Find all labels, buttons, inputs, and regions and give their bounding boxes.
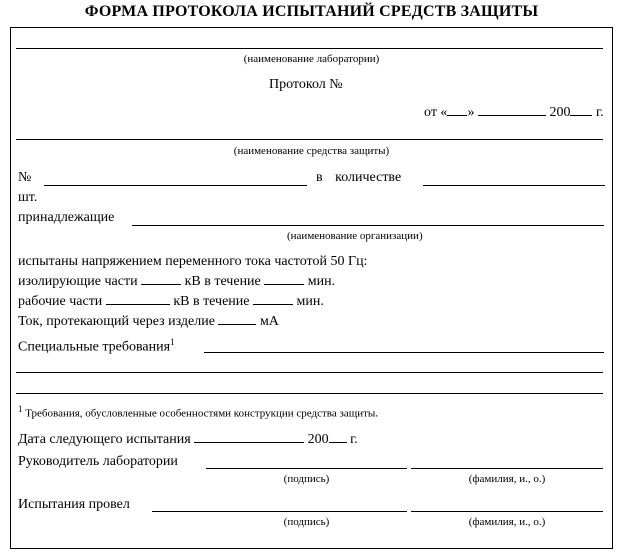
next-test-date-blank	[194, 432, 304, 443]
tested-by-signature-caption: (подпись)	[283, 516, 330, 528]
head-lab-name-line	[411, 468, 603, 469]
quantity-label: в количестве	[316, 170, 402, 185]
form-title: ФОРМА ПРОТОКОЛА ИСПЫТАНИЙ СРЕДСТВ ЗАЩИТЫ	[84, 3, 539, 20]
working-min-label: мин.	[296, 294, 324, 309]
insulating-label: изолирующие части	[18, 274, 138, 289]
working-kv-blank	[106, 294, 170, 305]
working-row	[18, 294, 324, 310]
next-test-year-blank	[329, 432, 347, 443]
means-name-line	[16, 139, 603, 140]
head-lab-label: Руководитель лаборатории	[18, 454, 178, 469]
date-open-quote: от «	[424, 105, 448, 120]
footnote-number: 1	[18, 404, 23, 414]
next-test-label: Дата следующего испытания	[18, 432, 191, 447]
belonging-line	[132, 225, 604, 226]
head-lab-signature-caption: (подпись)	[283, 473, 330, 485]
working-min-blank	[253, 294, 293, 305]
insulating-kv-label: кВ в течение	[184, 274, 261, 289]
special-footnote-mark: 1	[170, 337, 175, 347]
means-caption: (наименование средства защиты)	[233, 145, 390, 157]
next-test-year: 200	[307, 432, 329, 447]
belonging-label: принадлежащие	[18, 210, 115, 225]
head-lab-name-caption: (фамилия, и., о.)	[468, 473, 546, 485]
current-label: Ток, протекающий через изделие	[18, 314, 215, 329]
number-line	[44, 185, 307, 186]
protocol-number-label: Протокол №	[269, 77, 343, 92]
insulating-min-label: мин.	[307, 274, 336, 289]
insulating-min-blank	[264, 274, 304, 285]
date-year-suffix: г.	[595, 105, 604, 120]
number-sign: №	[18, 170, 32, 185]
special-requirements	[18, 337, 175, 356]
date-day-blank	[447, 105, 467, 116]
current-unit: мА	[259, 314, 279, 329]
working-label: рабочие части	[18, 294, 103, 309]
tested-by-signature-line	[152, 511, 407, 512]
head-lab-signature-line	[206, 468, 407, 469]
footnote	[18, 404, 378, 420]
footnote-text: Требования, обусловленные особенностями конструкции средства защиты.	[25, 407, 379, 420]
date-year-prefix: 200	[549, 105, 571, 120]
lab-name-line	[16, 48, 603, 49]
quantity-line	[423, 185, 605, 186]
lab-caption: (наименование лаборатории)	[243, 53, 380, 65]
protocol-date	[424, 105, 604, 121]
working-kv-label: кВ в течение	[173, 294, 250, 309]
insulating-kv-blank	[141, 274, 181, 285]
tested-by-name-caption: (фамилия, и., о.)	[468, 516, 546, 528]
pcs-label: шт.	[18, 190, 38, 205]
current-blank	[218, 314, 256, 325]
date-month-blank	[478, 105, 546, 116]
tested-text: испытаны напряжением переменного тока частотой 50 Гц:	[18, 254, 368, 269]
date-close-quote: »	[467, 105, 475, 120]
org-caption: (наименование организации)	[287, 230, 423, 242]
next-test-row	[18, 432, 358, 448]
date-year-blank	[570, 105, 592, 116]
special-line-2	[16, 372, 603, 373]
special-line-3	[16, 393, 603, 394]
special-line-1	[204, 352, 604, 353]
tested-by-label: Испытания провел	[18, 497, 130, 512]
current-row	[18, 314, 279, 330]
tested-by-name-line	[411, 511, 603, 512]
next-test-year-suffix: г.	[350, 432, 358, 447]
insulating-row	[18, 274, 335, 290]
special-label: Специальные требования	[18, 339, 171, 355]
